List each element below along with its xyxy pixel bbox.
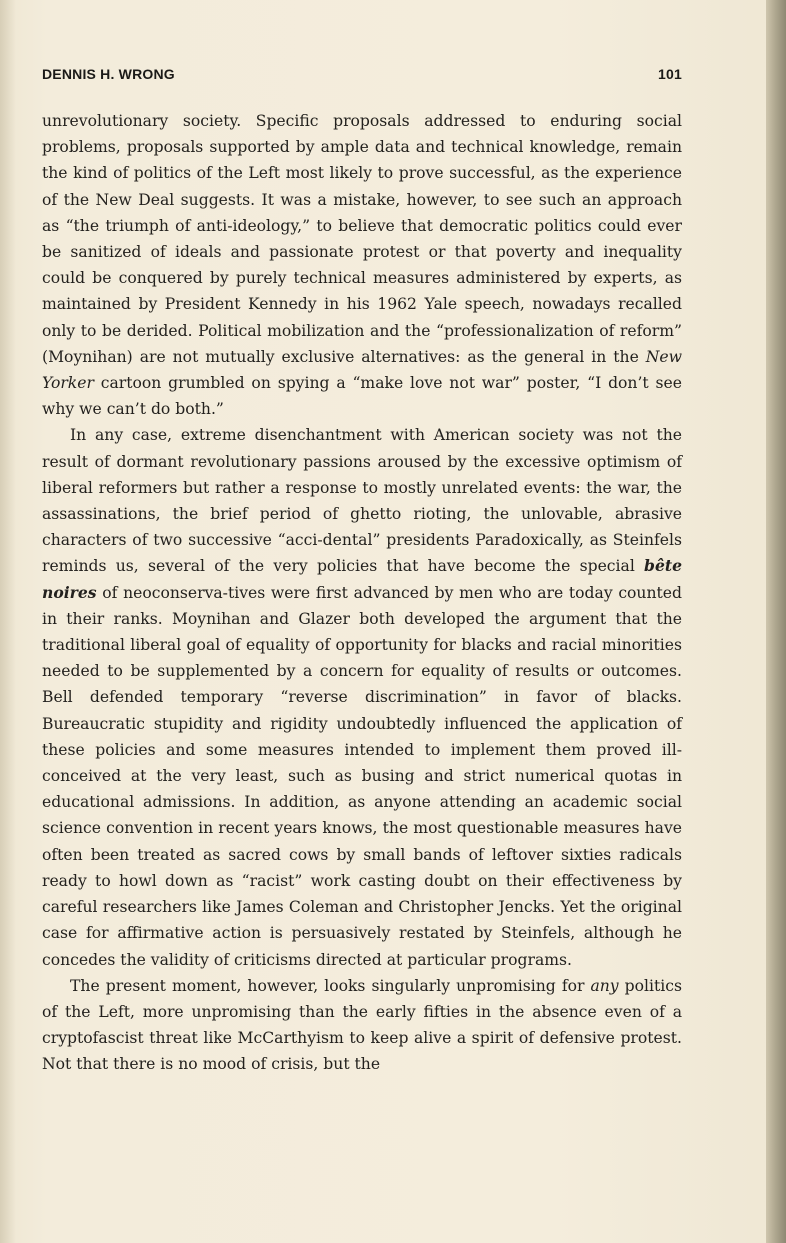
magazine-title: New Yorker [42,347,682,393]
body-text [42,108,682,1078]
page-edge-shadow [0,0,16,1243]
paragraph-2-text-2: of neoconserva-tives were first advanced by men who are today counted in their ranks. Moynihan and Glazer both developed the argument that the traditional liberal goal of equality of opportunity for blacks and racial minorities needed to be supplemented by a concern for equality of results or outcomes. Bell defended temporary “reverse discrimination” in favor of blacks. Bureaucratic stupidity and rigidity undoubtedly influenced the application of these policies and some measures intended to implement them proved ill-conceived at the very least, such as busing and strict numerical quotas in educational admissions. In addition, as anyone attending an academic social science convention in recent years knows, the most questionable measures have often been treated as sacred cows by small bands of leftover sixties radicals ready to howl down as “racist” work casting doubt on their effectiveness by careful researchers like James Coleman and Christopher Jencks. Yet the original case for affirmative action is persuasively restated by Steinfels, although he concedes the validity of criticisms directed at particular programs. [42,583,682,969]
paragraph-3-text-1: The present moment, however, looks singularly unpromising for [70,976,591,995]
running-header [42,66,682,86]
paragraph-1-text-1: unrevolutionary society. Specific proposals addressed to enduring social problems, proposals supported by ample data and technical knowledge, remain the kind of politics of the Left most likely to prove successful, as the experience of the New Deal suggests. It was a mistake, however, to see such an approach as “the triumph of anti-ideology,” to believe that democratic politics could ever be sanitized of ideals and passionate protest or that poverty and inequality could be conquered by purely technical measures administered by experts, as maintained by President Kennedy in his 1962 Yale speech, nowadays recalled only to be derided. Political mobilization and the “professionalization of reform” (Moynihan) are not mutually exclusive alternatives: as the general in the [42,112,682,366]
paragraph-3 [42,973,682,1078]
paragraph-3-text-2: politics of the Left, more unpromising than the early fifties in the absence even of a cryptofascist threat like McCarthyism to keep alive a spirit of defensive protest. Not that there is no mood of crisis, but the [42,976,682,1074]
running-header-author: DENNIS H. WRONG [42,66,175,82]
paragraph-1 [42,108,682,422]
paragraph-2-text-1: In any case, extreme disenchantment with American society was not the result of dormant revolutionary passions aroused by the excessive optimism of liberal reformers but rather a response to mostly unrelated events: the war, the assassinations, the brief period of ghetto rioting, the unlovable, abrasive characters of two successive “acci-dental” presidents Paradoxically, as Steinfels reminds us, several of the very policies that have become the special [42,426,682,576]
emphasized-phrase: bête noires [42,556,682,602]
paragraph-2 [42,422,682,972]
page-number: 101 [658,66,682,82]
emphasized-word: any [590,976,619,995]
book-binding-edge [766,0,786,1243]
paragraph-1-text-2: cartoon grumbled on spying a “make love not war” poster, “I don’t see why we can’t do both.” [42,374,682,419]
